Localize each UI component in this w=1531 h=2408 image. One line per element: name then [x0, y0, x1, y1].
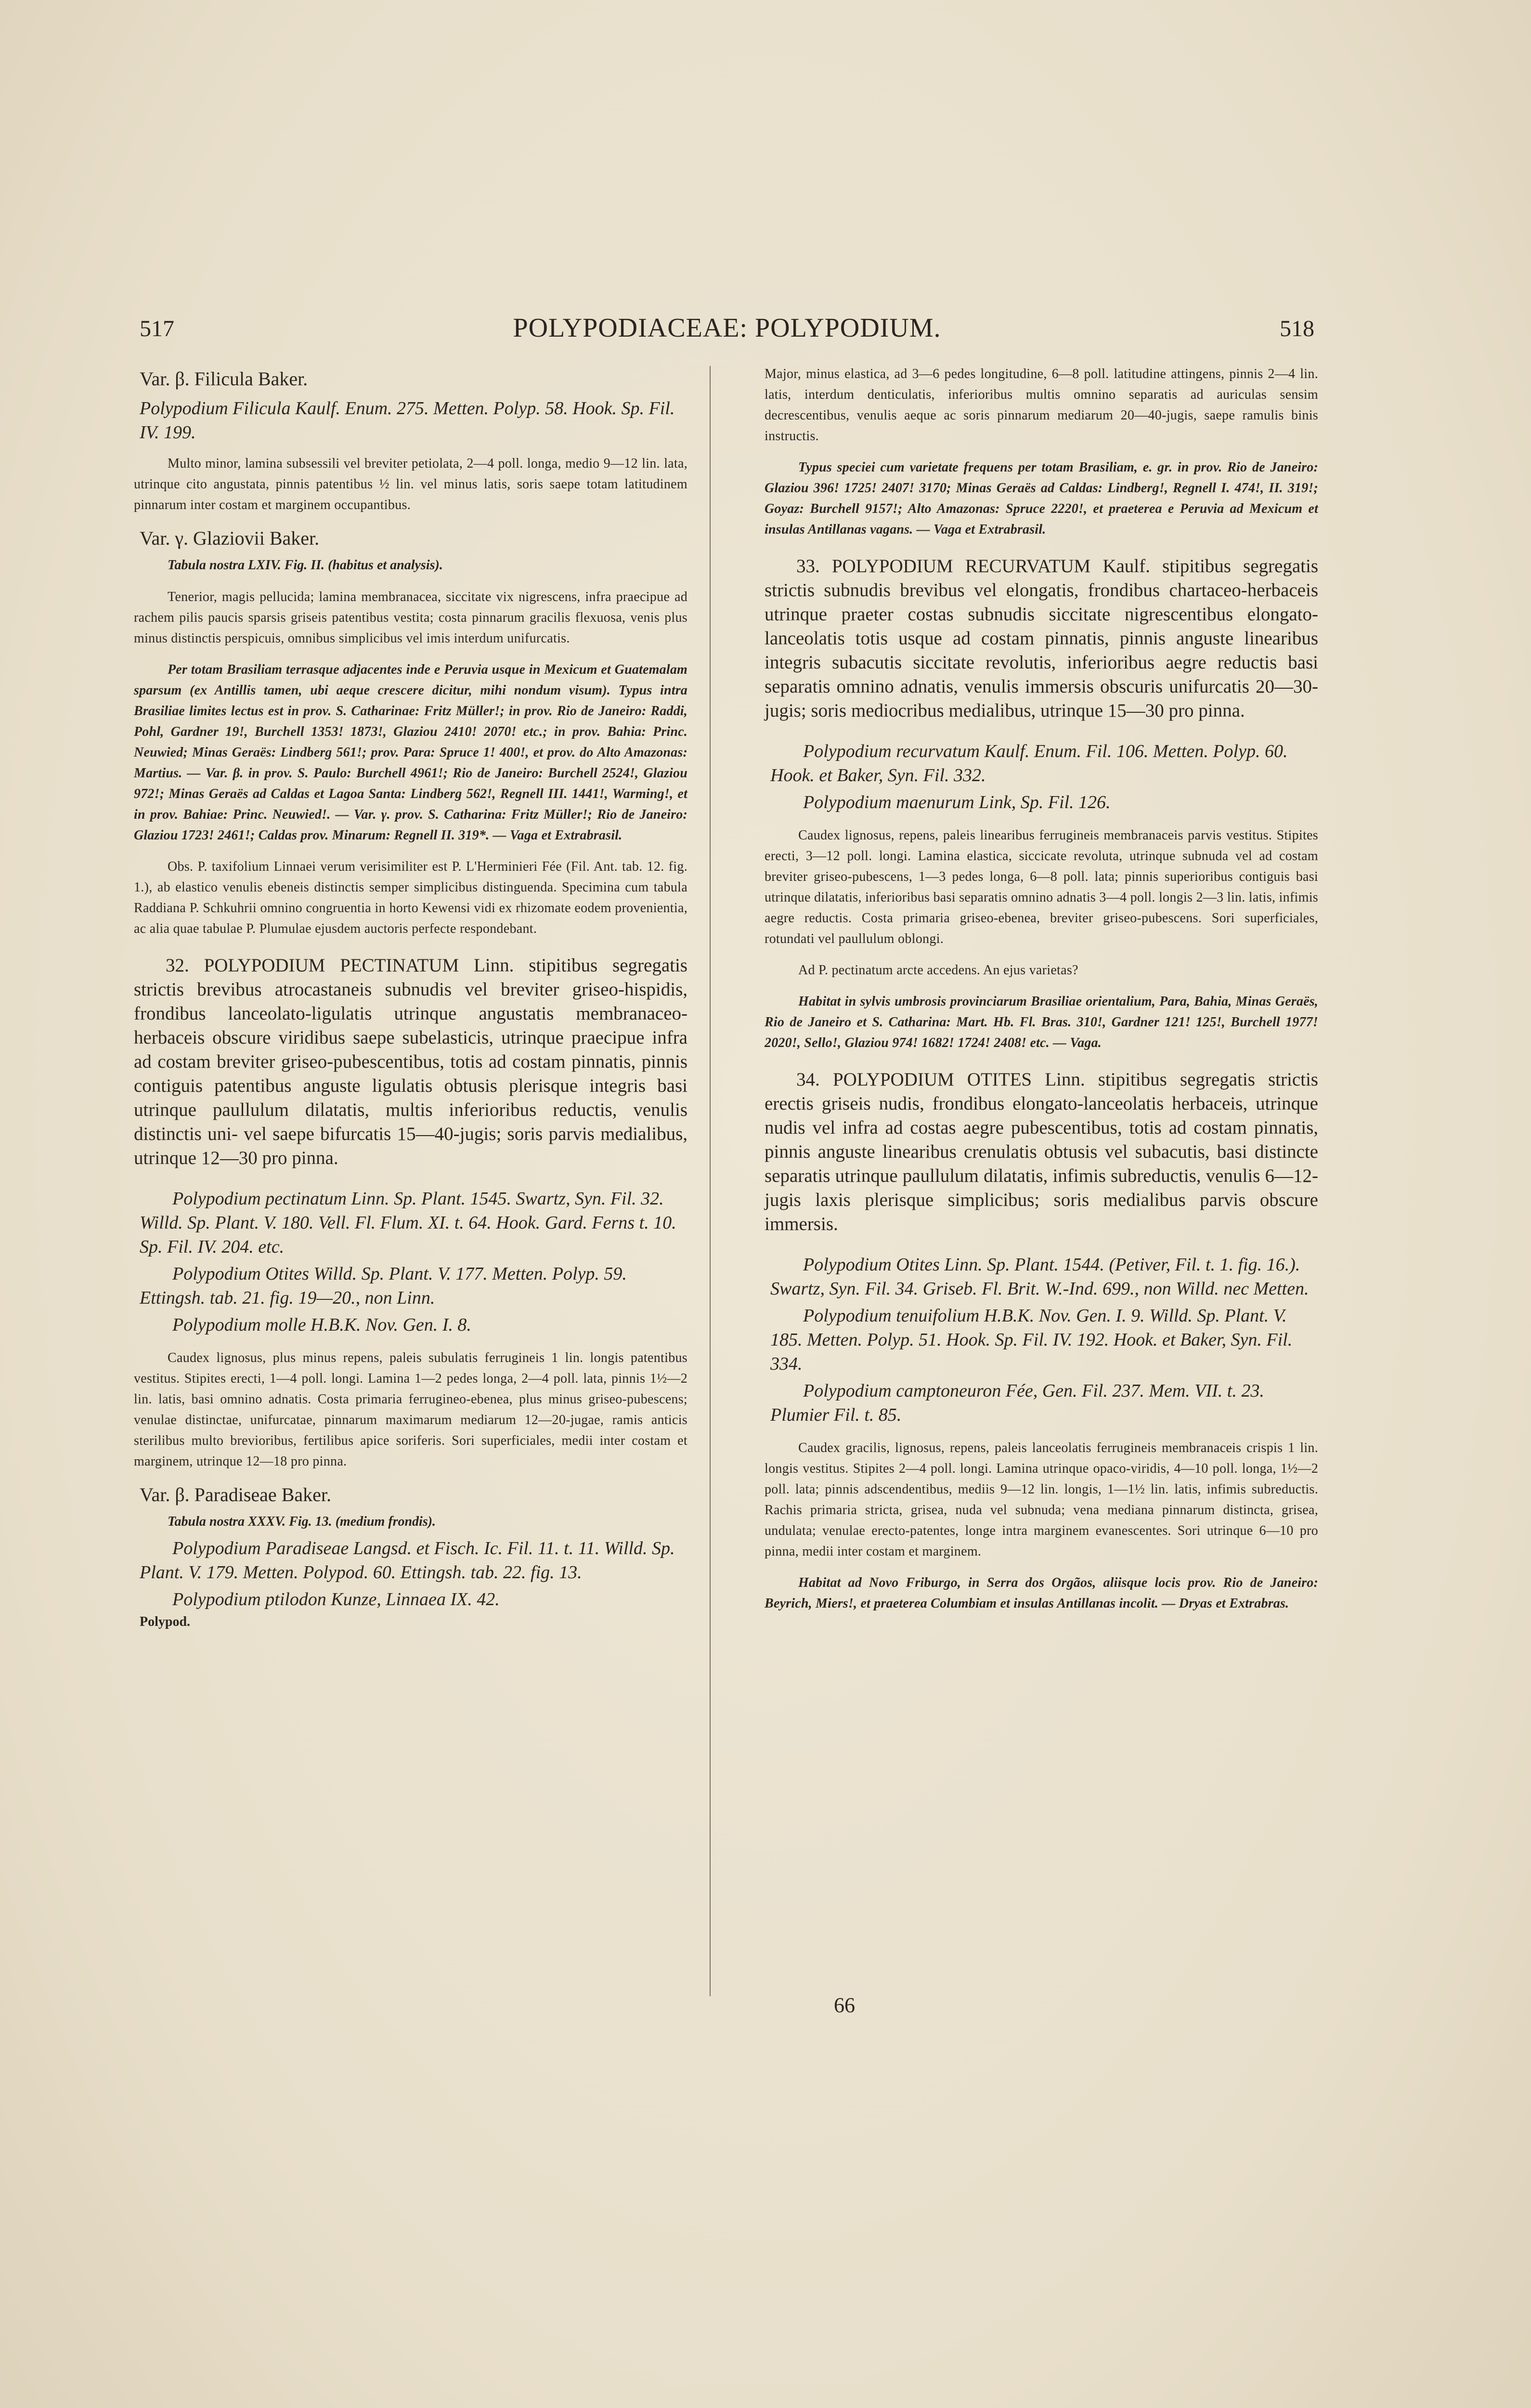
right-page-number: 518 — [1280, 316, 1314, 341]
synonym-citation: Polypodium Filicula Kaulf. Enum. 275. Metten. Polyp. 58. Hook. Sp. Fil. IV. 199. — [140, 398, 675, 443]
continued-description: Major, minus elastica, ad 3—6 pedes longitudine, 6—8 poll. latitudine attingens, pinnis 2—4 lin. latis, interdum denticulatis, inferioribus multis omnino separatis ad auriculas sensim decrescentibus, venulis aeque ac soris pinnarum mediarum 20—40-jugis, saepe ramulis binis instructis. — [765, 366, 1318, 444]
observation-note: Obs. P. taxifolium Linnaei verum verisimiliter est P. L'Herminieri Fée (Fil. Ant. tab. 12. fig. 1.), ab elastico venulis ebeneis distinctis semper simplicibus distinguenda. Specimina cum tabula Raddiana P. Schkuhrii omnino congruentia in horto Kewensi vidi ex rhizomate eodem provenientia, ac alia quae tabulae P. Plumulae ejusdem auctoris perfecte respondebant. — [134, 859, 688, 936]
running-head: POLYPODIACEAE: POLYPODIUM. — [513, 313, 941, 343]
variety-heading: Var. β. Filicula Baker. — [140, 368, 308, 390]
variety-heading: Var. β. Paradiseae Baker. — [140, 1484, 331, 1505]
left-column — [134, 364, 688, 1630]
synonym-citation: Polypodium recurvatum Kaulf. Enum. Fil. 106. Metten. Polyp. 60. Hook. et Baker, Syn. Fil. 332. — [770, 741, 1288, 785]
synonym-citation: Polypodium Otites Willd. Sp. Plant. V. 177. Metten. Polyp. 59. Ettingsh. tab. 21. fig. 19—20., non Linn. — [140, 1264, 627, 1308]
habitat-paragraph: Habitat ad Novo Friburgo, in Serra dos Orgãos, aliisque locis prov. Rio de Janeiro: Beyrich, Miers!, et praeterea Columbiam et insulas Antillanas incolit. — Dryas et Extrabras. — [765, 1575, 1318, 1611]
plate-reference: Tabula nostra XXXV. Fig. 13. (medium frondis). — [168, 1514, 436, 1529]
synonym-citation: Polypodium ptilodon Kunze, Linnaea IX. 42. — [172, 1589, 500, 1610]
species-note: Ad P. pectinatum arcte accedens. An ejus varietas? — [798, 963, 1078, 978]
column-divider — [710, 366, 711, 1996]
left-page-number: 517 — [140, 316, 174, 341]
synonym-citation: Polypodium maenurum Link, Sp. Fil. 126. — [803, 792, 1111, 812]
species-33-diagnosis: 33. POLYPODIUM RECURVATUM Kaulf. stipitibus segregatis strictis subnudis brevibus vel elongatis, frondibus chartaceo-herbaceis utrinque praeter costas subnudis siccitate nigrescentibus elongato-lanceolatis totis usque ad costam pinnatis, pinnis anguste linearibus integris subacutis siccitate revolutis, inferioribus aegre reductis basi separatis omnino adnatis, venulis immersis obscuris unifurcatis 20—30-jugis; soris mediocribus medialibus, utrinque 15—30 pro pinna. — [765, 556, 1318, 721]
right-column — [765, 364, 1318, 1624]
variety-heading: Var. γ. Glaziovii Baker. — [140, 527, 320, 549]
species-description: Caudex gracilis, lignosus, repens, paleis lanceolatis ferrugineis membranaceis crispis 1 lin. longis vestitus. Stipites 2—4 poll. longi. Lamina utrinque opaco-viridis, 4—10 poll. longa, 1½—2 poll. lata; pinnis adscendentibus, mediis 9—12 lin. longis, 1—1½ lin. latis, infimis subreductis. Rachis primaria stricta, grisea, nuda vel subnuda; vena mediana pinnarum distincta, grisea, undulata; venulae erecto-patentes, longe intra marginem evanescentes. Sori utrinque 6—10 pro pinna, medii inter costam et marginem. — [765, 1440, 1318, 1559]
page-header — [140, 315, 1314, 354]
signature-mark: 66 — [834, 1993, 855, 2017]
synonym-citation: Polypodium molle H.B.K. Nov. Gen. I. 8. — [172, 1315, 471, 1335]
synonym-citation: Polypodium Paradiseae Langsd. et Fisch. Ic. Fil. 11. t. 11. Willd. Sp. Plant. V. 179. Metten. Polypod. 60. Ettingsh. tab. 22. fig. 13. — [140, 1538, 675, 1583]
species-32-diagnosis: 32. POLYPODIUM PECTINATUM Linn. stipitibus segregatis strictis brevibus atrocastaneis subnudis vel breviter griseo-hispidis, frondibus lanceolato-ligulatis utrinque angustatis membranaceo-herbaceis obscure viridibus saepe subelasticis, utrinque praecipue infra ad costam breviter griseo-pubescentibus, totis ad costam pinnatis, pinnis contiguis patentibus anguste ligulatis obtusis plerisque integris basi utrinque paullulum dilatatis, multis inferioribus reductis, venulis distinctis uni- vel saepe bifurcatis 15—40-jugis; soris parvis medialibus, utrinque 12—30 pro pinna. — [134, 955, 688, 1168]
synonym-citation: Polypodium pectinatum Linn. Sp. Plant. 1545. Swartz, Syn. Fil. 32. Willd. Sp. Plant. V. 180. Vell. Fl. Flum. XI. t. 64. Hook. Gard. Ferns t. 10. Sp. Fil. IV. 204. etc. — [140, 1189, 676, 1257]
species-description: Caudex lignosus, plus minus repens, paleis subulatis ferrugineis 1 lin. longis patentibus vestitus. Stipites erecti, 1—4 poll. longi. Lamina 1—2 pedes longa, 2—4 poll. lata, pinnis 1½—2 lin. latis, basi omnino adnatis. Costa primaria ferrugineo-ebenea, plus minus griseo-pubescens; venulae distinctae, unifurcatae, pinnarum maximarum mediarum 12—20-jugae, ramis anticis sterilibus multo brevioribus, fertilibus apice soriferis. Sori superficiales, medii inter costam et marginem, utrinque 12—18 pro pinna. — [134, 1350, 688, 1469]
habitat-paragraph: Per totam Brasiliam terrasque adjacentes inde e Peruvia usque in Mexicum et Guatemalam sparsum (ex Antillis tamen, ubi aeque crescere dicitur, mihi nondum visum). Typus intra Brasiliae limites lectus est in prov. S. Catharinae: Fritz Müller!; in prov. Rio de Janeiro: Raddi, Pohl, Gardner 19!, Burchell 1353! 1873!, Glaziou 2410! 2070! etc.; in prov. Bahia: Princ. Neuwied; Minas Geraës: Lindberg 561!; prov. Para: Spruce 1! 400!, et prov. do Alto Amazonas: Martius. — Var. β. in prov. S. Paulo: Burchell 4961!; Rio de Janeiro: Burchell 2524!, Glaziou 972!; Minas Geraës ad Caldas et Lagoa Santa: Lindberg 562!, Regnell III. 1441!, Warming!, et in prov. Bahiae: Princ. Neuwied!. — Var. γ. prov. S. Catharina: Fritz Müller!; Rio de Janeiro: Glaziou 1723! 2461!; Caldas prov. Minarum: Regnell II. 319*. — Vaga et Extrabrasil. — [134, 662, 688, 843]
variety-description: Multo minor, lamina subsessili vel breviter petiolata, 2—4 poll. longa, medio 9—12 lin. lata, utrinque cito angustata, pinnis patentibus ½ lin. vel minus latis, soris saepe totam latitudinem pinnarum inter costam et marginem occupantibus. — [134, 456, 688, 512]
species-description: Caudex lignosus, repens, paleis linearibus ferrugineis membranaceis parvis vestitus. Stipites erecti, 3—12 poll. longi. Lamina elastica, siccicate revoluta, utrinque subnuda vel ad costam breviter griseo-pubescens, 1—3 pedes longa, 6—8 poll. lata; pinnis superioribus contiguis basi utrinque dilatatis, inferioribus basi separatis omnino adnatis 3—4 poll. longis 2—3 lin. latis, infimis aegre reductis. Costa primaria griseo-ebenea, breviter griseo-pubescens. Sori superficiales, rotundati vel paullulum oblongi. — [765, 828, 1318, 946]
plate-reference: Tabula nostra LXIV. Fig. II. (habitus et analysis). — [168, 558, 443, 573]
habitat-paragraph: Typus speciei cum varietate frequens per totam Brasiliam, e. gr. in prov. Rio de Janeiro: Glaziou 396! 1725! 2407! 3170; Minas Geraës ad Caldas: Lindberg!, Regnell I. 474!, II. 319!; Goyaz: Burchell 9157!; Alto Amazonas: Spruce 2220!, et praeterea e Peruvia ad Mexicum et insulas Antillanas vagans. — Vaga et Extrabrasil. — [765, 460, 1318, 537]
synonym-citation: Polypodium tenuifolium H.B.K. Nov. Gen. I. 9. Willd. Sp. Plant. V. 185. Metten. Polyp. 51. Hook. Sp. Fil. IV. 192. Hook. et Baker, Syn. Fil. 334. — [770, 1306, 1293, 1374]
footer-signature-label: Polypod. — [140, 1614, 191, 1629]
synonym-citation: Polypodium Otites Linn. Sp. Plant. 1544. (Petiver, Fil. t. 1. fig. 16.). Swartz, Syn. Fil. 34. Griseb. Fl. Brit. W.-Ind. 699., non Willd. nec Metten. — [770, 1255, 1309, 1299]
variety-description: Tenerior, magis pellucida; lamina membranacea, siccitate vix nigrescens, infra praecipue ad rachem pilis paucis sparsis griseis patentibus vestita; costa pinnarum gracilis flexuosa, venis plus minus distinctis perspicuis, omnibus simplicibus vel imis interdum unifurcatis. — [134, 589, 688, 646]
synonym-citation: Polypodium camptoneuron Fée, Gen. Fil. 237. Mem. VII. t. 23. Plumier Fil. t. 85. — [770, 1381, 1264, 1425]
habitat-paragraph: Habitat in sylvis umbrosis provinciarum Brasiliae orientalium, Para, Bahia, Minas Geraës, Rio de Janeiro et S. Catharina: Mart. Hb. Fl. Bras. 310!, Gardner 121! 125!, Burchell 1977! 2020!, Sello!, Glaziou 974! 1682! 1724! 2408! etc. — Vaga. — [765, 994, 1318, 1050]
species-34-diagnosis: 34. POLYPODIUM OTITES Linn. stipitibus segregatis strictis erectis griseis nudis, frondibus elongato-lanceolatis herbaceis, utrinque nudis vel infra ad costas aegre pubescentibus, totis ad costam pinnatis, pinnis anguste linearibus crenulatis obtusis vel subacutis, basi distincte separatis utrinque paullulum dilatatis, infimis subreductis, venulis 6—12-jugis laxis plerisque simplicibus; soris medialibus parvis obscure immersis. — [765, 1069, 1318, 1234]
